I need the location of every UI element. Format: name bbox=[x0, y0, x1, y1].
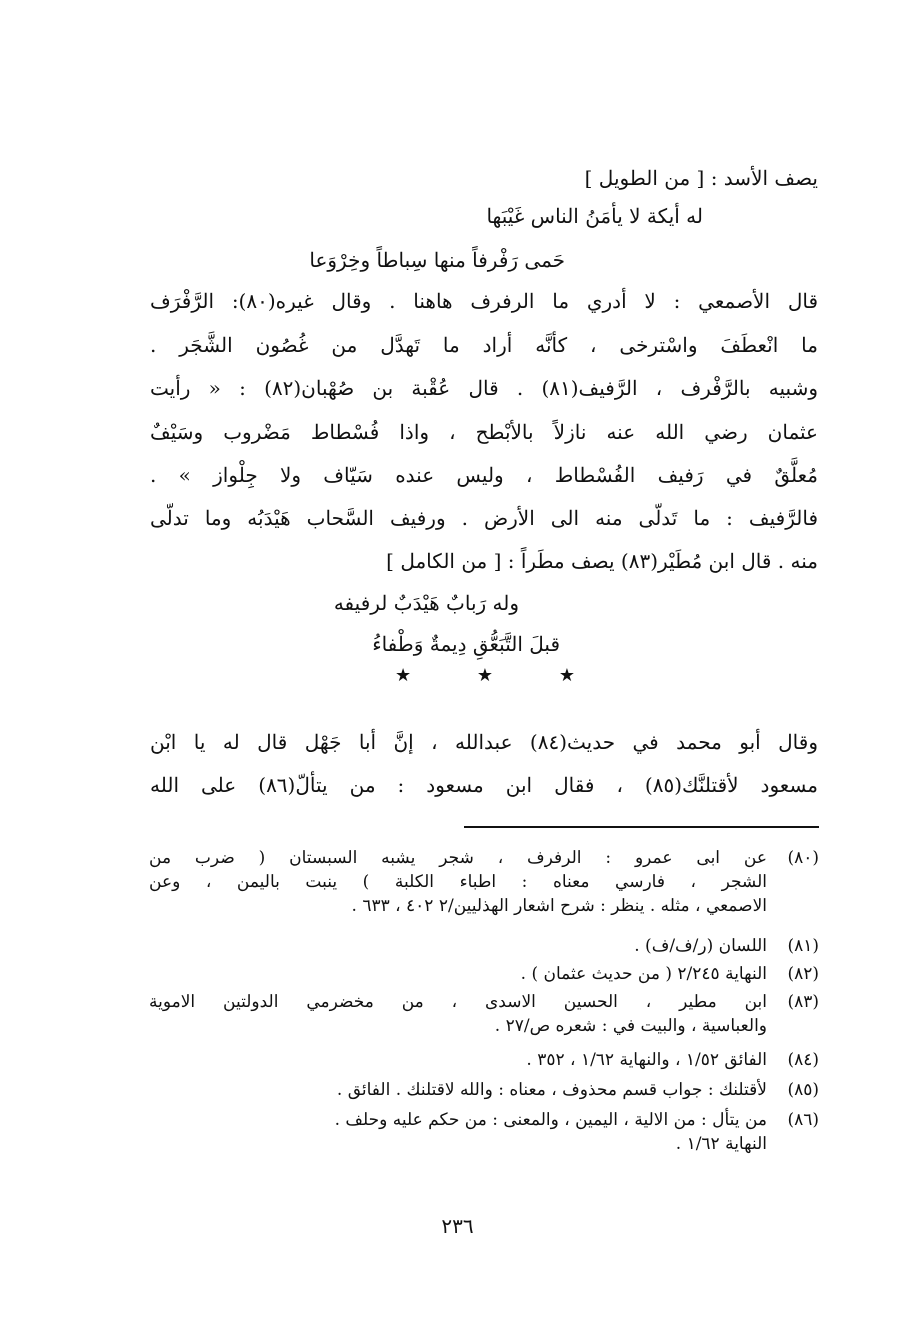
body-line: منه . قال ابن مُطَيْر(٨٣) يصف مطَراً : [ من الكامل ] bbox=[386, 549, 818, 573]
footnote-number: (٨٦) bbox=[787, 1110, 819, 1130]
verse-hemistich-1: له أيكة لا يأمَنُ الناس غَيْبَها bbox=[486, 204, 703, 228]
body-line: فالرَّفيف : ما تَدلّى منه الى الأرض . ورفيف السَّحاب هَيْدَبُه وما تدلّى bbox=[150, 506, 818, 530]
footnote-text: اللسان (ر/ف/ف) . bbox=[634, 936, 767, 956]
verse-hemistich-4: قبلَ التَّبَعُّقِ دِيمةٌ وَطْفاءُ bbox=[372, 632, 560, 656]
footnote-82 bbox=[149, 962, 819, 986]
footnote-84 bbox=[149, 1048, 819, 1072]
star-icon: ★ bbox=[476, 665, 494, 686]
section-separator bbox=[395, 664, 575, 688]
body-line: وقال أبو محمد في حديث(٨٤) عبدالله ، إنَّ أبا جَهْل قال له يا ابْن bbox=[150, 730, 818, 754]
body-line: عثمان رضي الله عنه نازلاً بالأبْطح ، واذا فُسْطاط مَضْروب وسَيْفٌ bbox=[150, 420, 818, 444]
footnote-83 bbox=[149, 990, 819, 1038]
footnote-divider bbox=[464, 826, 819, 828]
footnote-number: (٨١) bbox=[787, 936, 819, 956]
body-line: ما انْعطَفَ واسْترخى ، كأنَّه أراد ما تَهدَّل من غُصُون الشَّجَر . bbox=[150, 333, 818, 357]
footnote-81 bbox=[149, 934, 819, 958]
body-line: مُعلَّقٌ في رَفيف الفُسْطاط ، وليس عنده سَيّاف ولا جِلْواز » . bbox=[150, 463, 818, 487]
footnote-text: من يتأل : من الالية ، اليمين ، والمعنى : من حكم عليه وحلف . النهاية ١/٦٢ . bbox=[334, 1110, 767, 1154]
footnote-80 bbox=[149, 846, 819, 918]
footnote-text: لأقتلنك : جواب قسم محذوف ، معناه : والله لاقتلنك . الفائق . bbox=[336, 1080, 767, 1100]
verse-hemistich-3: وله رَبابٌ هَيْدَبٌ لرفيفه bbox=[333, 591, 519, 615]
star-icon: ★ bbox=[395, 665, 412, 686]
footnote-number: (٨٢) bbox=[787, 964, 819, 984]
body-line: مسعود لأقتلنَّك(٨٥) ، فقال ابن مسعود : من يتألّ(٨٦) على الله bbox=[150, 773, 818, 797]
body-line: قال الأصمعي : لا أدري ما الرفرف هاهنا . وقال غيره(٨٠): الرَّفْرَف bbox=[150, 289, 819, 313]
footnote-number: (٨٠) bbox=[787, 848, 819, 868]
footnote-text: ابن مطير ، الحسين الاسدى ، من مخضرمي الدولتين الاموية والعباسية ، والبيت في : شعره ص/٢٧ . bbox=[149, 992, 767, 1036]
poem-intro-line: يصف الأسد : [ من الطويل ] bbox=[584, 166, 818, 190]
body-line: وشبيه بالرَّفْرف ، الرَّفيف(٨١) . قال عُقْبة بن صُهْبان(٨٢) : « رأيت bbox=[150, 376, 818, 400]
footnote-85 bbox=[149, 1078, 819, 1102]
page-number: ٢٣٦ bbox=[441, 1214, 474, 1238]
verse-hemistich-2: حَمى رَفْرفاً منها سِباطاً وخِرْوَعا bbox=[309, 248, 565, 272]
star-icon: ★ bbox=[558, 665, 575, 686]
footnote-text: عن ابى عمرو : الرفرف ، شجر يشبه السبستان ( ضرب من الشجر ، فارسي معناه : اطباء الكلبة ) ينبت باليمن ، وعن الاصمعي ، مثله . ينظر : شرح اشعار الهذليين/٢ ٤٠٢ ، ٦٣٣ . bbox=[149, 848, 767, 916]
footnote-86 bbox=[149, 1108, 819, 1156]
footnote-number: (٨٣) bbox=[787, 992, 819, 1012]
footnote-text: النهاية ٢/٢٤٥ ( من حديث عثمان ) . bbox=[520, 964, 767, 984]
footnote-number: (٨٤) bbox=[787, 1050, 819, 1070]
footnote-number: (٨٥) bbox=[787, 1080, 819, 1100]
footnote-text: الفائق ١/٥٢ ، والنهاية ١/٦٢ ، ٣٥٢ . bbox=[526, 1050, 767, 1070]
